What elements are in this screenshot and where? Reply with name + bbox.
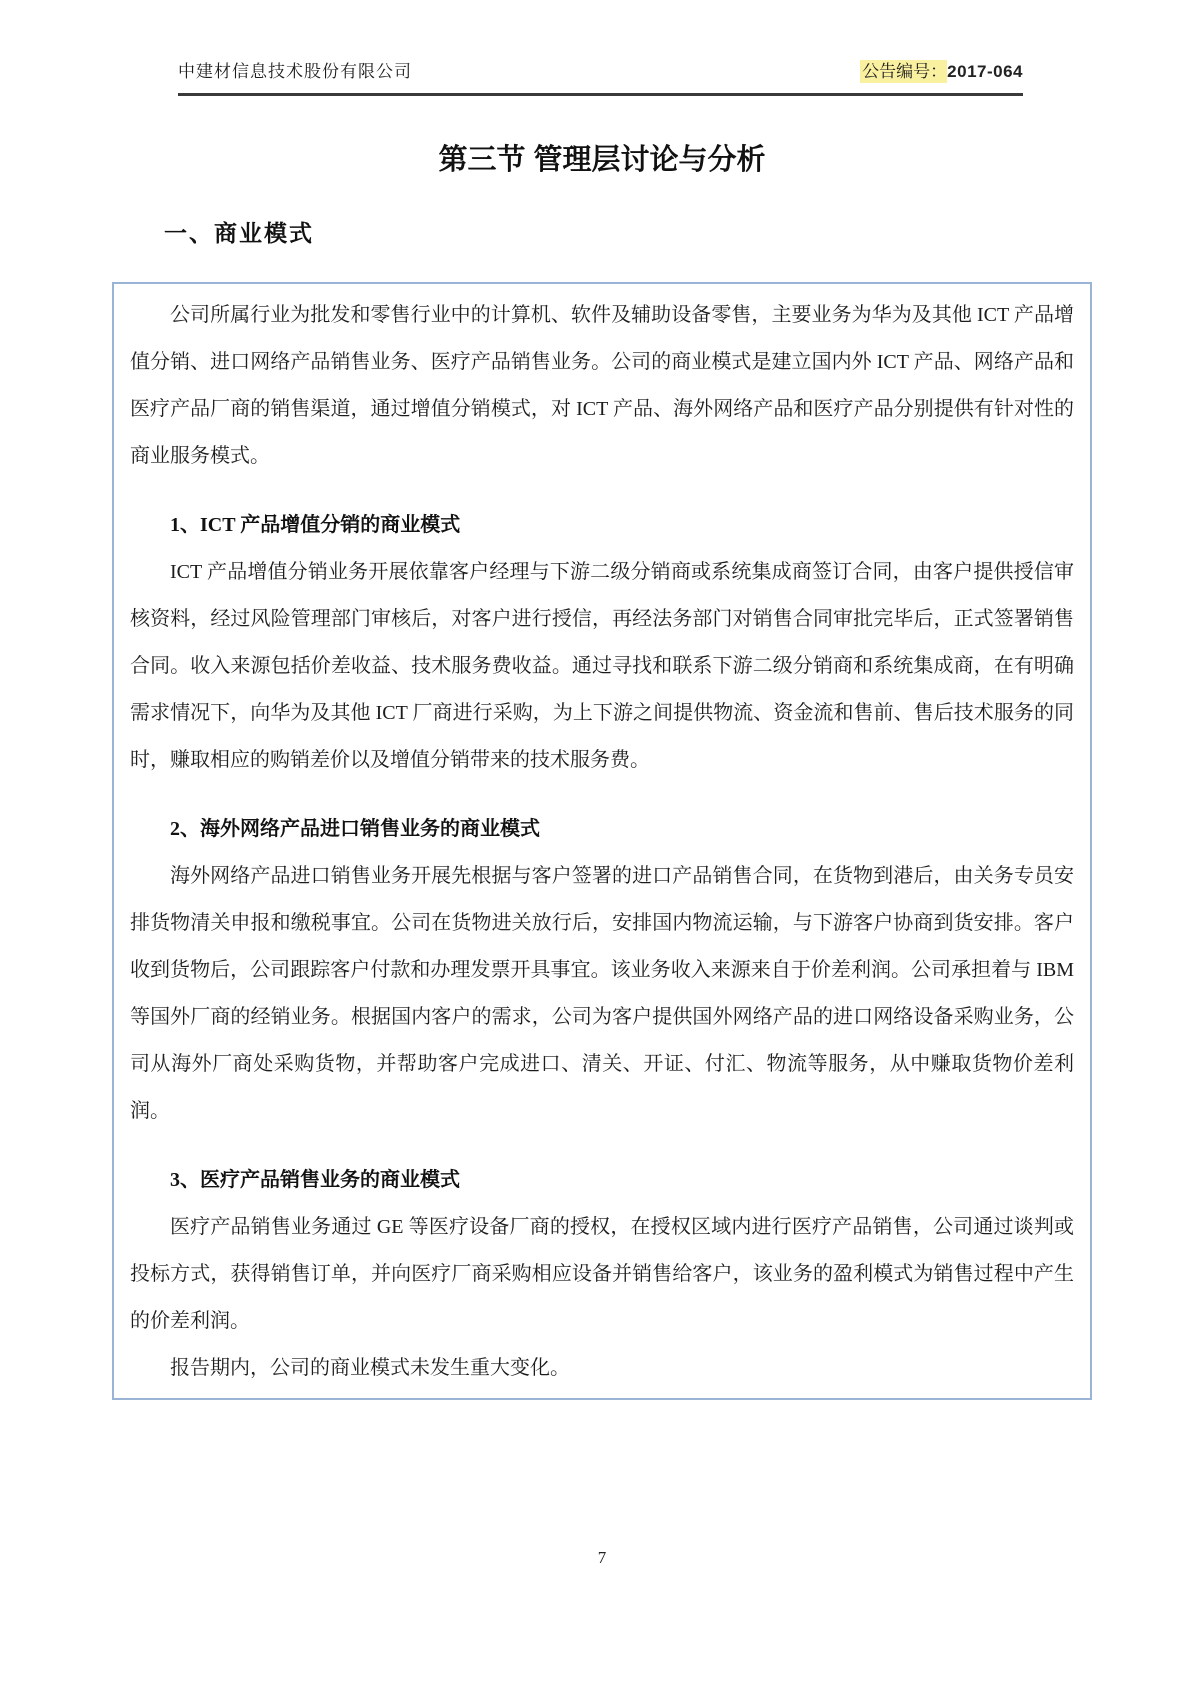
body-paragraph: 医疗产品销售业务通过 GE 等医疗设备厂商的授权，在授权区域内进行医疗产品销售，公司通过谈判或投标方式，获得销售订单，并向医疗厂商采购相应设备并销售给客户，该业务的盈利模式为销售过程中产生的价差利润。 bbox=[130, 1216, 1074, 1332]
body-paragraph: 海外网络产品进口销售业务开展先根据与客户签署的进口产品销售合同，在货物到港后，由关务专员安排货物清关申报和缴税事宜。公司在货物进关放行后，安排国内物流运输，与下游客户协商到货安排。客户收到货物后，公司跟踪客户付款和办理发票开具事宜。该业务收入来源来自于价差利润。公司承担着与 IBM 等国外厂商的经销业务。根据国内客户的需求，公司为客户提供国外网络产品的进口网络设备采购业务，公司从海外厂商处采购货物，并帮助客户完成进口、清关、开证、付汇、物流等服务，从中赚取货物价差利润。 bbox=[130, 865, 1074, 1122]
section-heading: 一、商业模式 bbox=[164, 220, 314, 246]
subsection-heading: 1、ICT 产品增值分销的商业模式 bbox=[170, 514, 461, 536]
announcement-number-label: 公告编号： bbox=[862, 62, 948, 81]
page-title: 第三节 管理层讨论与分析 bbox=[438, 144, 766, 176]
body-paragraph: 公司所属行业为批发和零售行业中的计算机、软件及辅助设备零售，主要业务为华为及其他 ICT 产品增值分销、进口网络产品销售业务、医疗产品销售业务。公司的商业模式是建立国内外 ICT 产品、网络产品和医疗产品厂商的销售渠道，通过增值分销模式，对 ICT 产品、海外网络产品和医疗产品分别提供有针对性的商业服务模式。 bbox=[130, 304, 1074, 467]
announcement-number-value: 2017-064 bbox=[947, 62, 1023, 81]
company-name: 中建材信息技术股份有限公司 bbox=[178, 62, 412, 81]
page-header bbox=[178, 60, 1023, 96]
body-paragraph: 报告期内，公司的商业模式未发生重大变化。 bbox=[170, 1357, 570, 1379]
content-box bbox=[112, 282, 1092, 1400]
subsection-heading: 2、海外网络产品进口销售业务的商业模式 bbox=[170, 818, 540, 840]
subsection-heading: 3、医疗产品销售业务的商业模式 bbox=[170, 1169, 460, 1191]
announcement-number bbox=[860, 60, 1023, 84]
body-paragraph: ICT 产品增值分销业务开展依靠客户经理与下游二级分销商或系统集成商签订合同，由客户提供授信审核资料，经过风险管理部门审核后，对客户进行授信，再经法务部门对销售合同审批完毕后，正式签署销售合同。收入来源包括价差收益、技术服务费收益。通过寻找和联系下游二级分销商和系统集成商，在有明确需求情况下，向华为及其他 ICT 厂商进行采购，为上下游之间提供物流、资金流和售前、售后技术服务的同时，赚取相应的购销差价以及增值分销带来的技术服务费。 bbox=[130, 561, 1074, 771]
page-number: 7 bbox=[597, 1548, 607, 1567]
